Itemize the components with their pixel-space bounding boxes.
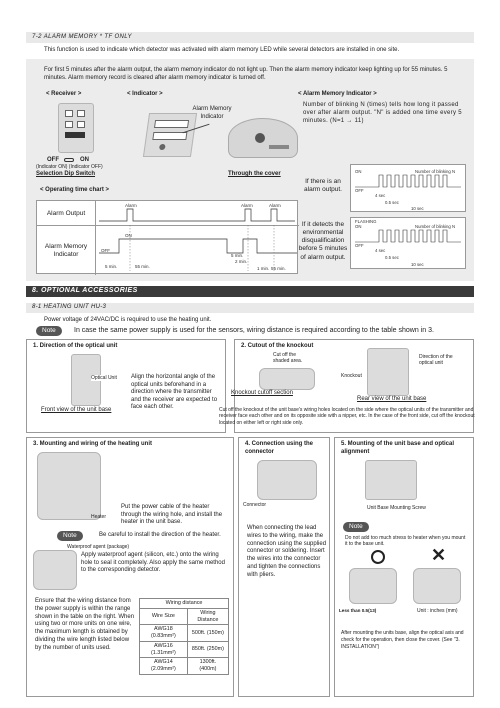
- blink-diagram-2: [351, 218, 467, 270]
- knockout-panel: [219, 339, 475, 433]
- wiring-table-title: Wiring distance: [140, 599, 229, 609]
- indicator-heading: < Indicator >: [127, 91, 163, 97]
- blink2-4sec: 4 sec: [375, 248, 386, 253]
- wrong-x-icon: ✕: [431, 545, 447, 565]
- blink-description: Number of blinking N (times) tells how long it passed over after alarm output. "N" is added one time every 5 minutes. (N=1 → 11): [303, 102, 462, 124]
- time-5min: 5 min.: [105, 264, 118, 269]
- wire-size-cell: AWG18 (0.83mm²): [140, 625, 188, 642]
- table-row: [140, 658, 229, 675]
- operating-chart-heading: < Operating time chart >: [40, 187, 110, 193]
- unit-label: Unit : inches (mm): [417, 608, 458, 614]
- through-cover-label: Through the cover: [228, 171, 281, 177]
- time-5min-b: 5 min.: [231, 253, 244, 258]
- knockout-cut-image: [259, 368, 315, 390]
- mounting-title: 5. Mounting of the unit base and optical alignment: [341, 441, 454, 455]
- alarm-memory-paragraph: For first 5 minutes after the alarm output, the alarm memory indicator do not light up. Then the alarm memory indicator keep lighting up for 55 minutes. 5 minutes. Alarm memory record is cleared after alarm memory indicator is turned off.: [44, 67, 448, 82]
- wiring-table-header: Wiring Distance: [187, 608, 228, 625]
- blink1-4sec: 4 sec: [375, 193, 386, 198]
- less-than-label: Less than 0.5(13): [339, 608, 377, 613]
- blink1-05sec: 0.5 sec: [385, 200, 399, 205]
- mounting-image: [365, 460, 417, 500]
- knockout-cut-caption: Knockout cutoff section: [231, 390, 293, 396]
- put-text: Put the power cable of the heater through the wiring hole, and install the heater in the unit base.: [121, 504, 223, 525]
- blink2-off: OFF: [355, 243, 364, 248]
- table-row: [140, 625, 229, 642]
- section-7-2-header: [26, 32, 474, 43]
- section-7-2-title: 7-2 ALARM MEMORY * TF ONLY: [32, 34, 132, 40]
- if-environment-text: If it detects the environmental disqualification before 5 minutes of alarm output.: [298, 221, 348, 261]
- direction-label: Direction of the optical unit: [419, 354, 453, 367]
- wiring-distance-table: [139, 598, 229, 675]
- time-55min-b: 55 min.: [271, 266, 286, 271]
- correct-circle-icon: [371, 550, 385, 564]
- note-text-1: In case the same power supply is used for the sensors, wiring distance is required according to the table shown in 3.: [74, 327, 434, 334]
- blink1-number-label: Number of blinking N: [415, 169, 456, 174]
- screw-label: Unit Base Mounting Screw: [367, 505, 426, 511]
- operating-chart: [36, 200, 298, 274]
- wire-size-cell: AWG16 (1.31mm²): [140, 641, 188, 658]
- time-55min: 55 min.: [135, 264, 150, 269]
- mounting-panel: [334, 437, 474, 697]
- wire-size-cell: AWG14 (2.09mm²): [140, 658, 188, 675]
- alarm-tick-2: Alarm: [241, 203, 253, 208]
- cover-image: [228, 118, 298, 158]
- blink2-flashing: FLASHING: [355, 219, 377, 224]
- connector-text: When connecting the lead wires to the wiring, make the connection using the supplied connector or soldering. Insert the wires into the connector and tighten the connections with pliers.: [247, 525, 327, 578]
- heating-title: 3. Mounting and wiring of the heating unit: [33, 441, 152, 447]
- note-badge-3: Note: [343, 522, 369, 532]
- direction-title: 1. Direction of the optical unit: [33, 343, 118, 349]
- careful-text: Be careful to install the direction of the heater.: [99, 532, 221, 538]
- dip-off-label: OFF: [47, 157, 59, 163]
- heating-unit-panel: [26, 437, 234, 697]
- blink2-05sec: 0.5 sec: [385, 255, 399, 260]
- ami-on-label: ON: [125, 233, 132, 238]
- direction-panel: [26, 339, 226, 433]
- after-mounting-text: After mounting the units base, align the optical axis and check for the operation, then close the cover. (See "3. INSTALLATION"): [341, 630, 464, 650]
- waterproof-text: Apply waterproof agent (silicon, etc.) onto the wiring hole to seal it completely. Also apply the same method to the corresponding detector.: [81, 552, 225, 573]
- blink2-number-label: Number of blinking N: [415, 224, 456, 229]
- alarm-memory-indicator-heading: < Alarm Memory Indicator >: [298, 91, 377, 97]
- power-text: Power voltage of 24VAC/DC is required to use the heating unit.: [44, 317, 212, 323]
- note-badge-1: Note: [36, 326, 62, 336]
- unit-base-rear-image: [367, 348, 409, 396]
- dip-on-label: ON: [80, 157, 89, 163]
- wrong-mount-image: [413, 568, 461, 604]
- knockout-label: Knockout: [341, 373, 362, 379]
- blink1-off: OFF: [355, 188, 364, 193]
- waterproof-label: Waterproof agent (package): [67, 544, 130, 550]
- blink2-on: ON: [355, 224, 362, 229]
- rear-view-caption: Rear view of the unit base: [357, 396, 427, 402]
- connector-panel: [238, 437, 330, 697]
- section-8-title: 8. OPTIONAL ACCESSORIES: [32, 287, 138, 294]
- blink-chart-2: [350, 217, 466, 269]
- alarm-output-label: Alarm Output: [46, 210, 86, 217]
- heater-label: Heater: [91, 514, 107, 520]
- blink-chart-1: [350, 164, 466, 212]
- wiring-distance-cell: 1300ft. (400m): [187, 658, 228, 675]
- cut-text: Cut off the knockout of the unit base's wiring holes located on the side where the optical units of the transmitter and receiver face each other and on its opposite side with a nipper, etc. In the case of the front side, cut off the knockout located on either left or right side only.: [219, 407, 475, 426]
- heater-image: [37, 452, 101, 520]
- time-2min: 2 min.: [235, 259, 248, 264]
- blink-diagram-1: [351, 165, 467, 213]
- note-stress-text: Do not add too much stress to heater when you mount it to the base unit.: [345, 535, 466, 548]
- blink2-10sec: 10 sec: [411, 262, 424, 267]
- align-text: Align the horizontal angle of the optical units beforehand in a direction where the transmitter and the receiver are expected to face each other.: [131, 374, 218, 410]
- time-1min: 1 min.: [257, 266, 270, 271]
- waterproof-image: [33, 550, 77, 590]
- ensure-text: Ensure that the wiring distance from the power supply is within the range shown in the table on the right. When using two or more units on one wire, the maximum length is obtained by dividing the wire length listed below by the number of units used.: [35, 598, 135, 651]
- alarm-tick-1: Alarm: [125, 203, 137, 208]
- if-alarm-output-text: If there is an alarm output.: [304, 178, 342, 194]
- optical-unit-label: Optical Unit: [91, 375, 117, 381]
- cutoff-label: Cut off the shaded area.: [273, 352, 303, 365]
- section-7-2-intro: This function is used to indicate which detector was activated with alarm memory LED while several detectors are installed in one site.: [44, 47, 400, 53]
- wiring-distance-cell: 850ft. (250m): [187, 641, 228, 658]
- wiring-distance-cell: 500ft. (150m): [187, 625, 228, 642]
- ami-off-label: OFF: [101, 248, 110, 253]
- receiver-heading: < Receiver >: [46, 91, 82, 97]
- dip-note: (Indicator ON) (Indicator OFF): [36, 164, 103, 170]
- knockout-title: 2. Cutout of the knockout: [241, 343, 314, 349]
- connector-label: Connector: [243, 502, 267, 508]
- dip-switch-icon: [64, 158, 74, 162]
- blink1-on: ON: [355, 169, 362, 174]
- alarm-memory-indicator-row-label: Alarm Memory Indicator: [44, 243, 88, 259]
- alarm-tick-3: Alarm: [269, 203, 281, 208]
- connector-image: [257, 460, 317, 500]
- table-row: [140, 641, 229, 658]
- note-badge-2: Note: [57, 531, 83, 541]
- wiring-table-header: Wire Size: [140, 608, 188, 625]
- receiver-image: [58, 103, 94, 153]
- correct-mount-image: [349, 568, 397, 604]
- dip-title: Selection Dip Switch: [36, 171, 96, 177]
- section-8-1-header: [26, 303, 474, 313]
- section-8-1-title: 8-1 HEATING UNIT HU-3: [32, 304, 107, 310]
- connector-title: 4. Connection using the connector: [245, 441, 314, 455]
- alarm-memory-indicator-label: Alarm Memory Indicator: [192, 106, 232, 120]
- section-8-header: [26, 286, 474, 297]
- operating-timing-diagram: [97, 201, 297, 275]
- blink1-10sec: 10 sec: [411, 206, 424, 211]
- front-view-caption: Front view of the unit base: [41, 407, 112, 413]
